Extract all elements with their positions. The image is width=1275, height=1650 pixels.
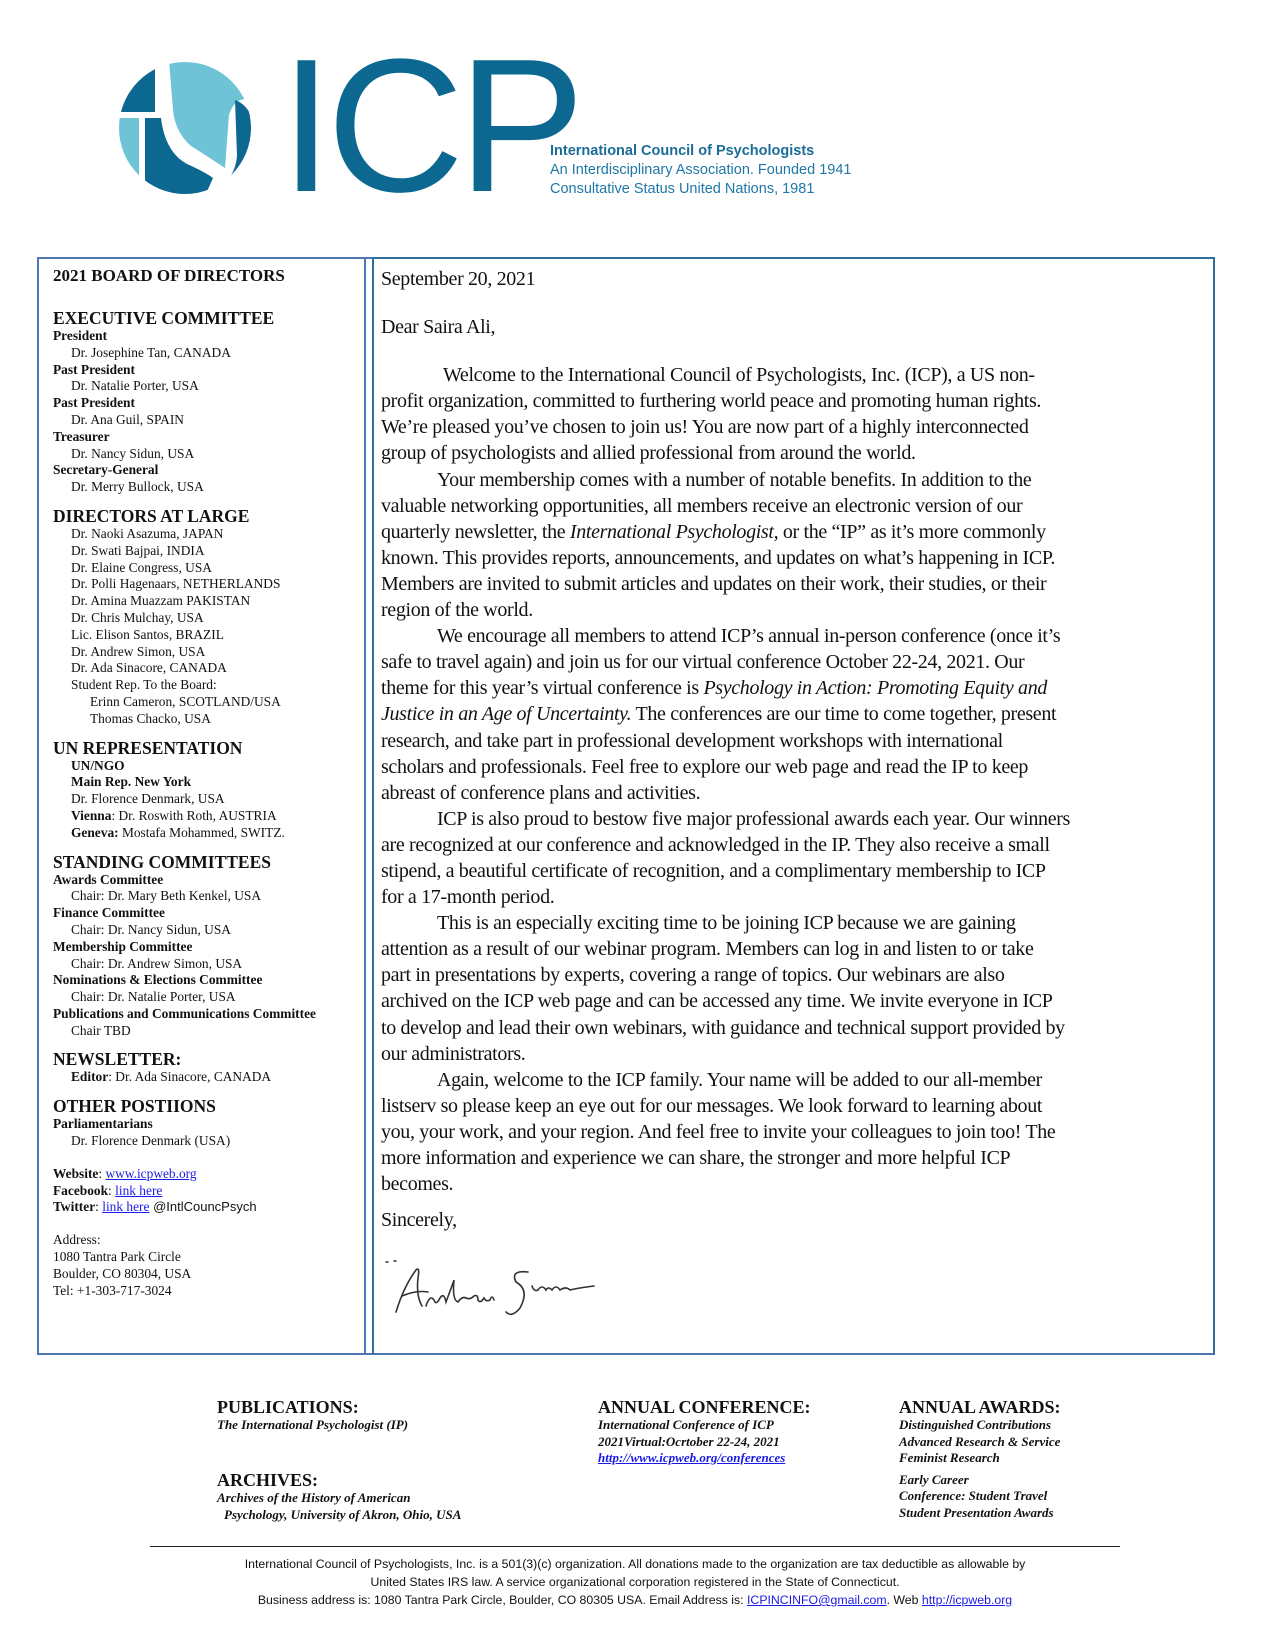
newsletter-editor	[53, 1069, 358, 1086]
email-link[interactable]: ICPINCINFO@gmail.com	[747, 1593, 887, 1607]
text-line	[381, 675, 1211, 701]
text-line: known. This provides reports, announcements, and updates on what’s happening in ICP.	[381, 546, 1056, 569]
conference-theme: Justice in an Age of Uncertainty.	[381, 703, 632, 726]
text-line: Your membership comes with a number of notable benefits. In addition to the	[437, 468, 1032, 491]
text-line: for a 17-month period.	[381, 886, 555, 909]
newsletter-title: International Psychologist,	[569, 520, 779, 543]
facebook-row	[53, 1183, 358, 1200]
conference-block	[598, 1397, 811, 1467]
member-name: Dr. Florence Denmark (USA)	[71, 1133, 231, 1149]
director-name: Dr. Naoki Asazuma, JAPAN	[71, 525, 224, 541]
org-tagline-un: Consultative Status United Nations, 1981	[550, 181, 815, 197]
text-span: or the “IP” as it’s more commonly	[778, 520, 1046, 543]
member-name: Dr. Nancy Sidun, USA	[71, 445, 195, 461]
archives-heading: ARCHIVES:	[217, 1470, 319, 1490]
column-divider	[364, 257, 366, 1355]
director-name: Dr. Elaine Congress, USA	[71, 559, 212, 575]
board-title: 2021 BOARD OF DIRECTORS	[53, 266, 285, 285]
text-span: . Web	[886, 1593, 922, 1607]
signature-icon	[382, 1256, 612, 1322]
award-item: Conference: Student Travel	[899, 1488, 1048, 1503]
text-line: We’re pleased you’ve chosen to join us! You are now part of a highly interconnected	[381, 416, 1029, 439]
legal-footer	[150, 1555, 1120, 1609]
letter-frame-right	[1213, 257, 1215, 1355]
separator: :	[98, 1165, 106, 1181]
main-rep-name: Dr. Florence Denmark, USA	[71, 791, 225, 807]
role-label: Past President	[53, 361, 135, 377]
text-line: to develop and lead their own webinars, with guidance and technical support provided by	[381, 1016, 1065, 1039]
text-line	[381, 519, 1211, 545]
text-line: profit organization, committed to furthering world peace and promoting human rights.	[381, 390, 1042, 413]
letter-body	[381, 266, 1211, 1233]
text-line: region of the world.	[381, 599, 533, 622]
award-item: Distinguished Contributions	[899, 1417, 1052, 1432]
text-line: Welcome to the International Council of Psychologists, Inc. (ICP), a US non-	[443, 364, 1035, 387]
text-span: quarterly newsletter, the	[381, 520, 570, 543]
address-line1: 1080 Tantra Park Circle	[53, 1249, 181, 1265]
award-item: Advanced Research & Service	[899, 1433, 1061, 1449]
archives-line: Psychology, University of Akron, Ohio, USA	[224, 1506, 462, 1522]
text-line: are recognized at our conference and acknowledged in the IP. They also receive a small	[381, 833, 1050, 856]
committee-name: Awards Committee	[53, 871, 164, 887]
text-line: Again, welcome to the ICP family. Your name will be added to our all-member	[437, 1068, 1042, 1091]
text-line: ICP is also proud to bestow five major professional awards each year. Our winners	[437, 807, 1070, 830]
award-item: Feminist Research	[899, 1450, 1000, 1465]
director-name: Dr. Amina Muazzam PAKISTAN	[71, 593, 251, 609]
paragraph-conference	[381, 623, 1211, 806]
twitter-handle: @IntlCouncPsych	[149, 1199, 257, 1215]
separator: :	[108, 1182, 116, 1198]
address-tel: Tel: +1-303-717-3024	[53, 1282, 172, 1298]
member-name: Dr. Ana Guil, SPAIN	[71, 411, 184, 427]
conference-link[interactable]: http://www.icpweb.org/conferences	[598, 1450, 786, 1465]
text-line: Members are invited to submit articles and updates on their work, their studies, or their	[381, 572, 1047, 595]
vienna-name: : Dr. Roswith Roth, AUSTRIA	[111, 807, 277, 823]
section-heading-executive: EXECUTIVE COMMITTEE	[53, 308, 275, 328]
committee-chair: Chair TBD	[71, 1022, 131, 1038]
conference-line: 2021Virtual:Ocrtober 22-24, 2021	[598, 1433, 780, 1449]
icp-logo-mark-icon	[117, 60, 253, 196]
text-line: part in presentations by experts, covering a range of topics. Our webinars are also	[381, 964, 1005, 987]
main-rep-label: Main Rep. New York	[71, 774, 192, 790]
paragraph-webinars	[381, 910, 1211, 1067]
section-heading-other: OTHER POSTIIONS	[53, 1096, 216, 1117]
student-rep-name: Erinn Cameron, SCOTLAND/USA	[90, 693, 281, 709]
section-heading-directors: DIRECTORS AT LARGE	[53, 505, 250, 526]
web-link[interactable]: http://icpweb.org	[921, 1593, 1013, 1607]
student-rep-name: Thomas Chacko, USA	[90, 710, 211, 726]
paragraph-closing	[381, 1067, 1211, 1197]
separator: :	[95, 1199, 103, 1215]
column-divider	[372, 257, 374, 1355]
paragraph-welcome	[381, 362, 1211, 466]
paragraph-membership	[381, 467, 1211, 624]
vienna-rep	[53, 808, 358, 825]
archives-line: Archives of the History of American	[217, 1490, 411, 1505]
text-line: you, your work, and your region. And feel free to invite your colleagues to join too! The	[381, 1120, 1056, 1143]
letter-greeting: Dear Saira Ali,	[381, 316, 496, 339]
text-span: theme for this year’s virtual conference is	[381, 677, 704, 700]
award-item: Early Career	[899, 1471, 969, 1487]
text-line: scholars and professionals. Feel free to explore our web page and read the IP to keep	[381, 755, 1029, 778]
committee-chair: Chair: Dr. Andrew Simon, USA	[71, 955, 243, 971]
legal-line: International Council of Psychologists, Inc. is a 501(3)(c) organization. All donations made to the organization are tax deductible as allowable by	[244, 1557, 1026, 1571]
section-heading-newsletter: NEWSLETTER:	[53, 1049, 182, 1070]
committee-name: Publications and Communications Committee	[53, 1005, 316, 1021]
legal-line: United States IRS law. A service organizational corporation registered in the State of Connecticut.	[370, 1575, 900, 1589]
facebook-link[interactable]: link here	[115, 1182, 163, 1198]
section-heading-un: UN REPRESENTATION	[53, 737, 243, 758]
footer-divider	[150, 1546, 1120, 1547]
student-rep-label: Student Rep. To the Board:	[71, 677, 217, 693]
award-item: Student Presentation Awards	[899, 1504, 1054, 1520]
role-label: Past President	[53, 395, 135, 411]
text-line: We encourage all members to attend ICP’s annual in-person conference (once it’s	[437, 625, 1061, 648]
director-name: Dr. Andrew Simon, USA	[71, 643, 206, 659]
director-name: Dr. Polli Hagenaars, NETHERLANDS	[71, 576, 281, 592]
editor-label: Editor	[71, 1069, 109, 1085]
conference-heading: ANNUAL CONFERENCE:	[598, 1397, 811, 1417]
committee-chair: Chair: Dr. Nancy Sidun, USA	[71, 921, 231, 937]
legal-line	[150, 1591, 1120, 1609]
address-label: Address:	[53, 1232, 101, 1248]
publications-block	[217, 1397, 408, 1434]
org-info	[550, 142, 851, 199]
geneva-rep	[53, 825, 358, 842]
text-line: more information and experience we can share, the stronger and more helpful ICP	[381, 1147, 1011, 1169]
geneva-label: Geneva:	[71, 824, 119, 840]
text-line: safe to travel again) and join us for our virtual conference October 22-24, 2021. Our	[381, 651, 1025, 674]
member-name: Dr. Natalie Porter, USA	[71, 378, 199, 394]
editor-name: : Dr. Ada Sinacore, CANADA	[108, 1069, 272, 1085]
twitter-label: Twitter	[53, 1199, 96, 1215]
role-label: Treasurer	[53, 428, 110, 444]
text-line: archived on the ICP web page and can be accessed any time. We invite everyone in ICP	[381, 990, 1053, 1013]
publication-item: The International Psychologist (IP)	[217, 1417, 409, 1432]
director-name: Dr. Chris Mulchay, USA	[71, 609, 204, 625]
director-name: Dr. Swati Bajpai, INDIA	[71, 542, 205, 558]
text-span: Business address is: 1080 Tantra Park Circle, Boulder, CO 80305 USA. Email Address is:	[257, 1593, 748, 1607]
publications-heading: PUBLICATIONS:	[217, 1397, 359, 1417]
text-span: The conferences are our time to come together, present	[631, 703, 1057, 726]
role-label: President	[53, 328, 108, 343]
committee-chair: Chair: Dr. Natalie Porter, USA	[71, 989, 236, 1005]
director-name: Lic. Elison Santos, BRAZIL	[71, 626, 224, 642]
member-name: Dr. Merry Bullock, USA	[71, 479, 204, 495]
letter-date: September 20, 2021	[381, 268, 536, 290]
letter-closing: Sincerely,	[381, 1209, 457, 1232]
committee-name: Finance Committee	[53, 905, 165, 921]
role-label: Secretary-General	[53, 462, 159, 478]
text-line	[381, 701, 1211, 727]
member-name: Dr. Josephine Tan, CANADA	[71, 344, 231, 360]
text-line: valuable networking opportunities, all members receive an electronic version of our	[381, 494, 1023, 517]
paragraph-awards	[381, 806, 1211, 910]
twitter-row	[53, 1199, 358, 1216]
website-link[interactable]: www.icpweb.org	[105, 1165, 197, 1181]
conference-theme: Psychology in Action: Promoting Equity and	[703, 677, 1048, 700]
text-line: group of psychologists and allied professional from around the world.	[381, 442, 916, 465]
org-name: International Council of Psychologists	[550, 143, 815, 159]
vienna-label: Vienna	[71, 807, 112, 823]
awards-heading: ANNUAL AWARDS:	[899, 1397, 1061, 1417]
conference-line: International Conference of ICP	[598, 1417, 774, 1432]
geneva-name: Mostafa Mohammed, SWITZ.	[118, 824, 285, 840]
role-label: Parliamentarians	[53, 1116, 153, 1132]
text-line: attention as a result of our webinar program. Members can log in and listen to or take	[381, 938, 1034, 961]
org-tagline-founded: An Interdisciplinary Association. Founded 1941	[550, 162, 852, 178]
text-line: abreast of conference plans and activities.	[381, 781, 701, 804]
board-sidebar	[53, 266, 358, 1299]
website-label: Website	[53, 1165, 99, 1181]
text-line: our administrators.	[381, 1042, 526, 1065]
text-line: listserv so please keep an eye out for our messages. We look forward to learning about	[381, 1094, 1043, 1117]
archives-block	[217, 1470, 461, 1523]
text-line: research, and take part in professional development workshops with international	[381, 729, 1003, 752]
facebook-label: Facebook	[53, 1182, 109, 1198]
website-row	[53, 1166, 358, 1183]
text-line: This is an especially exciting time to be joining ICP because we are gaining	[437, 912, 1016, 935]
text-line: becomes.	[381, 1173, 454, 1196]
committee-name: Membership Committee	[53, 938, 193, 954]
committee-chair: Chair: Dr. Mary Beth Kenkel, USA	[71, 888, 262, 904]
letter-frame-top	[372, 257, 1215, 259]
twitter-link[interactable]: link here	[102, 1199, 150, 1215]
icp-logo-text: ICP	[280, 46, 579, 206]
text-line: stipend, a beautiful certificate of recognition, and a complimentary membership to ICP	[381, 859, 1046, 882]
address-line2: Boulder, CO 80304, USA	[53, 1265, 192, 1281]
section-heading-standing: STANDING COMMITTEES	[53, 851, 271, 872]
awards-block	[899, 1397, 1061, 1521]
un-ngo-label: UN/NGO	[71, 757, 125, 773]
committee-name: Nominations & Elections Committee	[53, 972, 263, 988]
director-name: Dr. Ada Sinacore, CANADA	[71, 660, 227, 676]
